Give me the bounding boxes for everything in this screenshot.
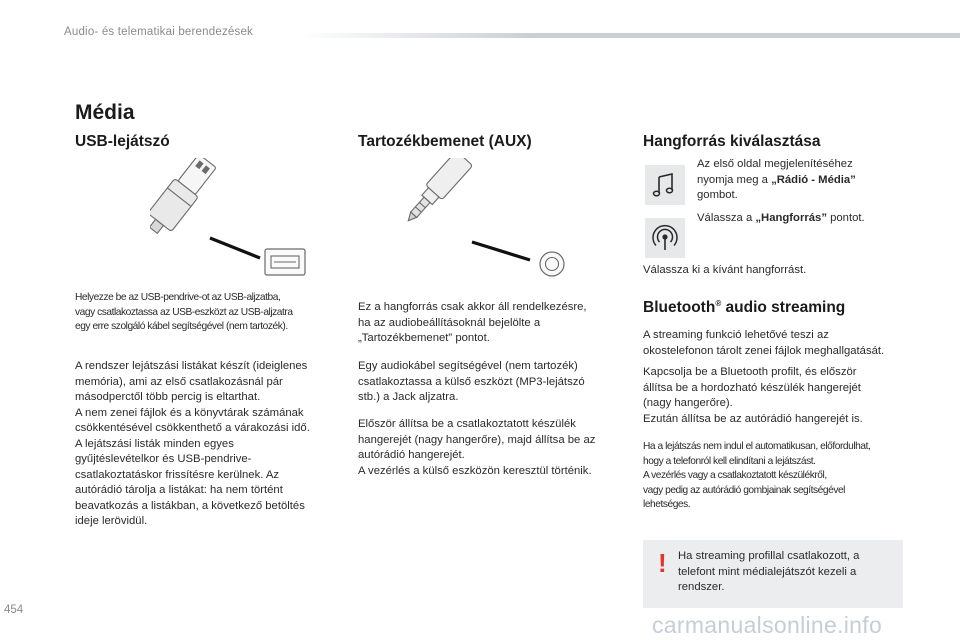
- warning-icon: !: [658, 548, 667, 578]
- broadcast-icon: [645, 218, 685, 258]
- bt-note: Ha a lejátszás nem indul el automatikusan, előfordulhat, hogy a telefonról kell elindítani a lejátszást. A vezérlés vagy a csatlakoztatott készülékről, vagy pedig az autórádió gombjainak segítségével lehetséges.: [643, 441, 871, 511]
- source-step1: Az első oldal megjelenítéséhez nyomja meg a „Rádió - Média” gombot.: [697, 158, 856, 201]
- watermark: carmanualsonline.info: [652, 612, 883, 638]
- usb-note: Helyezze be az USB-pendrive-ot az USB-aljzatba, vagy csatlakoztassa az USB-eszközt az USB-aljzatra egy erre szolgáló kábel segítségével (nem tartozék).: [75, 292, 293, 333]
- usb-illustration: [150, 158, 310, 280]
- aux-p1: Ez a hangforrás csak akkor áll rendelkezésre, ha az audiobeállításoknál bejelölte a „Tartozékbemenet” pontot.: [358, 301, 587, 344]
- music-note-icon: [645, 165, 685, 205]
- aux-heading: Tartozékbemenet (AUX): [358, 133, 532, 150]
- running-header: Audio- és telematikai berendezések: [64, 26, 253, 38]
- usb-body: A rendszer lejátszási listákat készít (ideiglenes memória), ami az első csatlakozásnál pár másodperctől több percig is eltarthat. A nem zenei fájlok és a könyvtárak számának csökkentésével csökkenthető a várakozási idő. A lejátszási listák minden egyes gyűjtéslevételkor és USB-pendrive- csatlakoztatáskor frissítésre kerülnek. Az autórádió tárolja a listákat: ha nem történt beavatkozás a listákban, a következő betöltés ideje lerövidül.: [75, 360, 310, 527]
- warning-text: Ha streaming profillal csatlakozott, a telefont mint médialejátszót kezeli a rendszer.: [678, 550, 860, 593]
- jack-illustration: [380, 158, 580, 280]
- header-rule: [300, 33, 960, 38]
- page-title: Média: [75, 101, 135, 124]
- bt-p2: Kapcsolja be a Bluetooth profilt, és először állítsa be a hordozható készülék hangerejét (nagy hangerőre). Ezután állítsa be az autórádió hangerejét is.: [643, 366, 863, 425]
- bt-p1: A streaming funkció lehetővé teszi az okostelefonon tárolt zenei fájlok meghallgatását.: [643, 329, 885, 357]
- usb-heading: USB-lejátszó: [75, 133, 170, 150]
- aux-p2: Egy audiokábel segítségével (nem tartozék) csatlakoztassa a külső eszközt (MP3-lejátszó stb.) a Jack aljzatra.: [358, 360, 585, 403]
- source-final: Válassza ki a kívánt hangforrást.: [643, 264, 807, 276]
- bt-heading: Bluetooth® audio streaming: [643, 299, 846, 317]
- warning-box: [643, 540, 903, 608]
- source-step2: Válassza a „Hangforrás” pontot.: [697, 212, 865, 224]
- aux-p3: Először állítsa be a csatlakoztatott készülék hangerejét (nagy hangerőre), majd állítsa be az autórádió hangerejét. A vezérlés a külső eszközön keresztül történik.: [358, 418, 596, 477]
- source-heading: Hangforrás kiválasztása: [643, 133, 821, 150]
- page-number: 454: [4, 604, 24, 616]
